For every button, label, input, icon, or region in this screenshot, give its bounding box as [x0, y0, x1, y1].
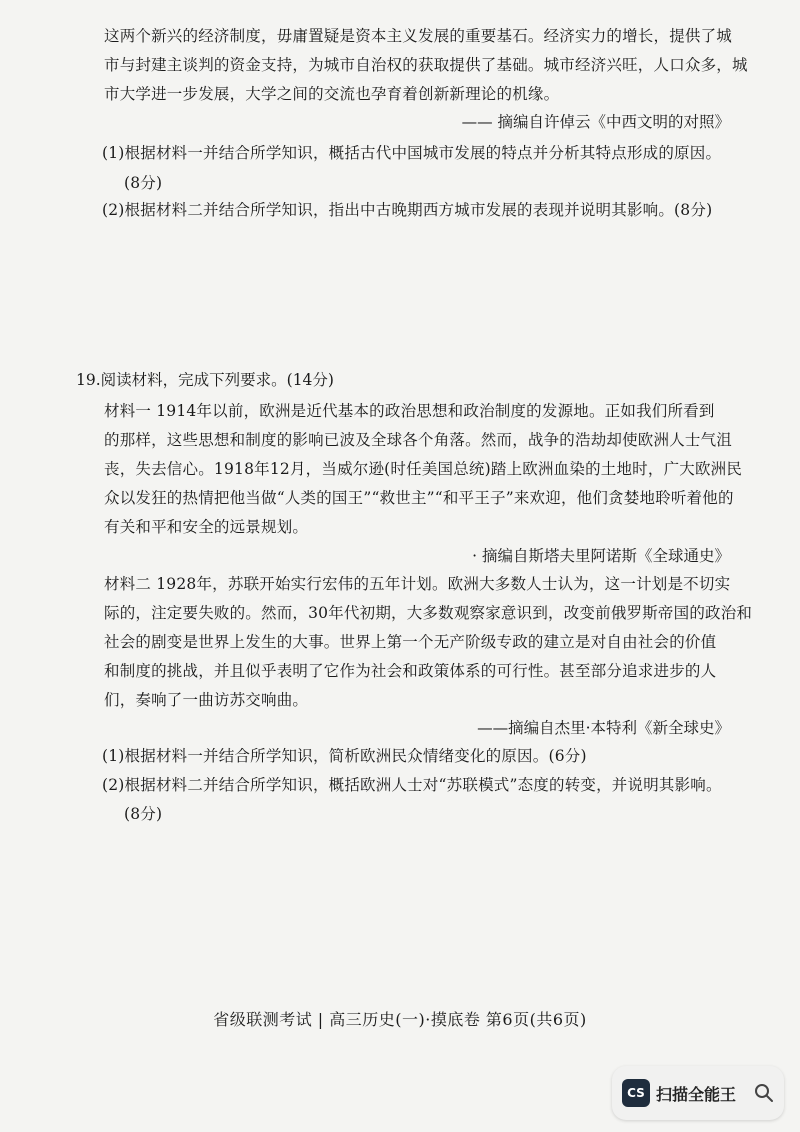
material-line: 材料二 1928年，苏联开始实行宏伟的五年计划。欧洲大多数人士认为，这一计划是不切实	[104, 575, 731, 593]
subquestion-points: (8分)	[124, 805, 163, 823]
material-line: 市大学进一步发展，大学之间的交流也孕育着创新新理论的机缘。	[104, 85, 560, 103]
material-source: · 摘编自斯塔夫里阿诺斯《全球通史》	[472, 547, 730, 565]
material-line: 有关和平和安全的远景规划。	[104, 518, 309, 536]
scanner-watermark[interactable]	[612, 1066, 784, 1120]
material-line: 们，奏响了一曲访苏交响曲。	[104, 691, 309, 709]
camscanner-logo: CS	[622, 1079, 650, 1107]
search-icon[interactable]	[754, 1083, 774, 1103]
material-source: —— 摘编自许倬云《中西文明的对照》	[461, 113, 730, 131]
material-line: 际的，注定要失败的。然而，30年代初期，大多数观察家意识到，改变前俄罗斯帝国的政治和	[104, 604, 753, 622]
material-line: 社会的剧变是世界上发生的大事。世界上第一个无产阶级专政的建立是对自由社会的价值	[104, 633, 717, 651]
watermark-label: 扫描全能王	[656, 1084, 737, 1104]
page-footer: 省级联测考试 | 高三历史(一)·摸底卷 第6页(共6页)	[213, 1010, 587, 1029]
material-line: 市与封建主谈判的资金支持，为城市自治权的获取提供了基础。城市经济兴旺，人口众多，城	[104, 56, 748, 74]
material-line: 这两个新兴的经济制度，毋庸置疑是资本主义发展的重要基石。经济实力的增长，提供了城	[104, 27, 733, 45]
material-line: 丧，失去信心。1918年12月，当威尔逊(时任美国总统)踏上欧洲血染的土地时，广大欧洲民	[104, 460, 743, 478]
material-line: 和制度的挑战，并且似乎表明了它作为社会和政策体系的可行性。甚至部分追求进步的人	[104, 662, 717, 680]
subquestion-points: (8分)	[124, 174, 163, 192]
material-line: 的那样，这些思想和制度的影响已波及全球各个角落。然而，战争的浩劫却使欧洲人士气沮	[104, 431, 733, 449]
material-line: 材料一 1914年以前，欧洲是近代基本的政治思想和政治制度的发源地。正如我们所看到	[104, 402, 715, 420]
material-source: ——摘编自杰里·本特利《新全球史》	[477, 719, 730, 737]
material-line: 众以发狂的热情把他当做“人类的国王”“救世主”“和平王子”来欢迎，他们贪婪地聆听着他的	[104, 489, 734, 507]
subquestion: (1)根据材料一并结合所学知识，简析欧洲民众情绪变化的原因。(6分)	[102, 747, 587, 765]
subquestion: (2)根据材料二并结合所学知识，概括欧洲人士对“苏联模式”态度的转变，并说明其影响。	[102, 776, 722, 794]
subquestion: (2)根据材料二并结合所学知识，指出中古晚期西方城市发展的表现并说明其影响。(8分)	[102, 201, 713, 219]
subquestion: (1)根据材料一并结合所学知识，概括古代中国城市发展的特点并分析其特点形成的原因。	[102, 144, 722, 162]
question-heading: 19.阅读材料，完成下列要求。(14分)	[76, 371, 334, 389]
